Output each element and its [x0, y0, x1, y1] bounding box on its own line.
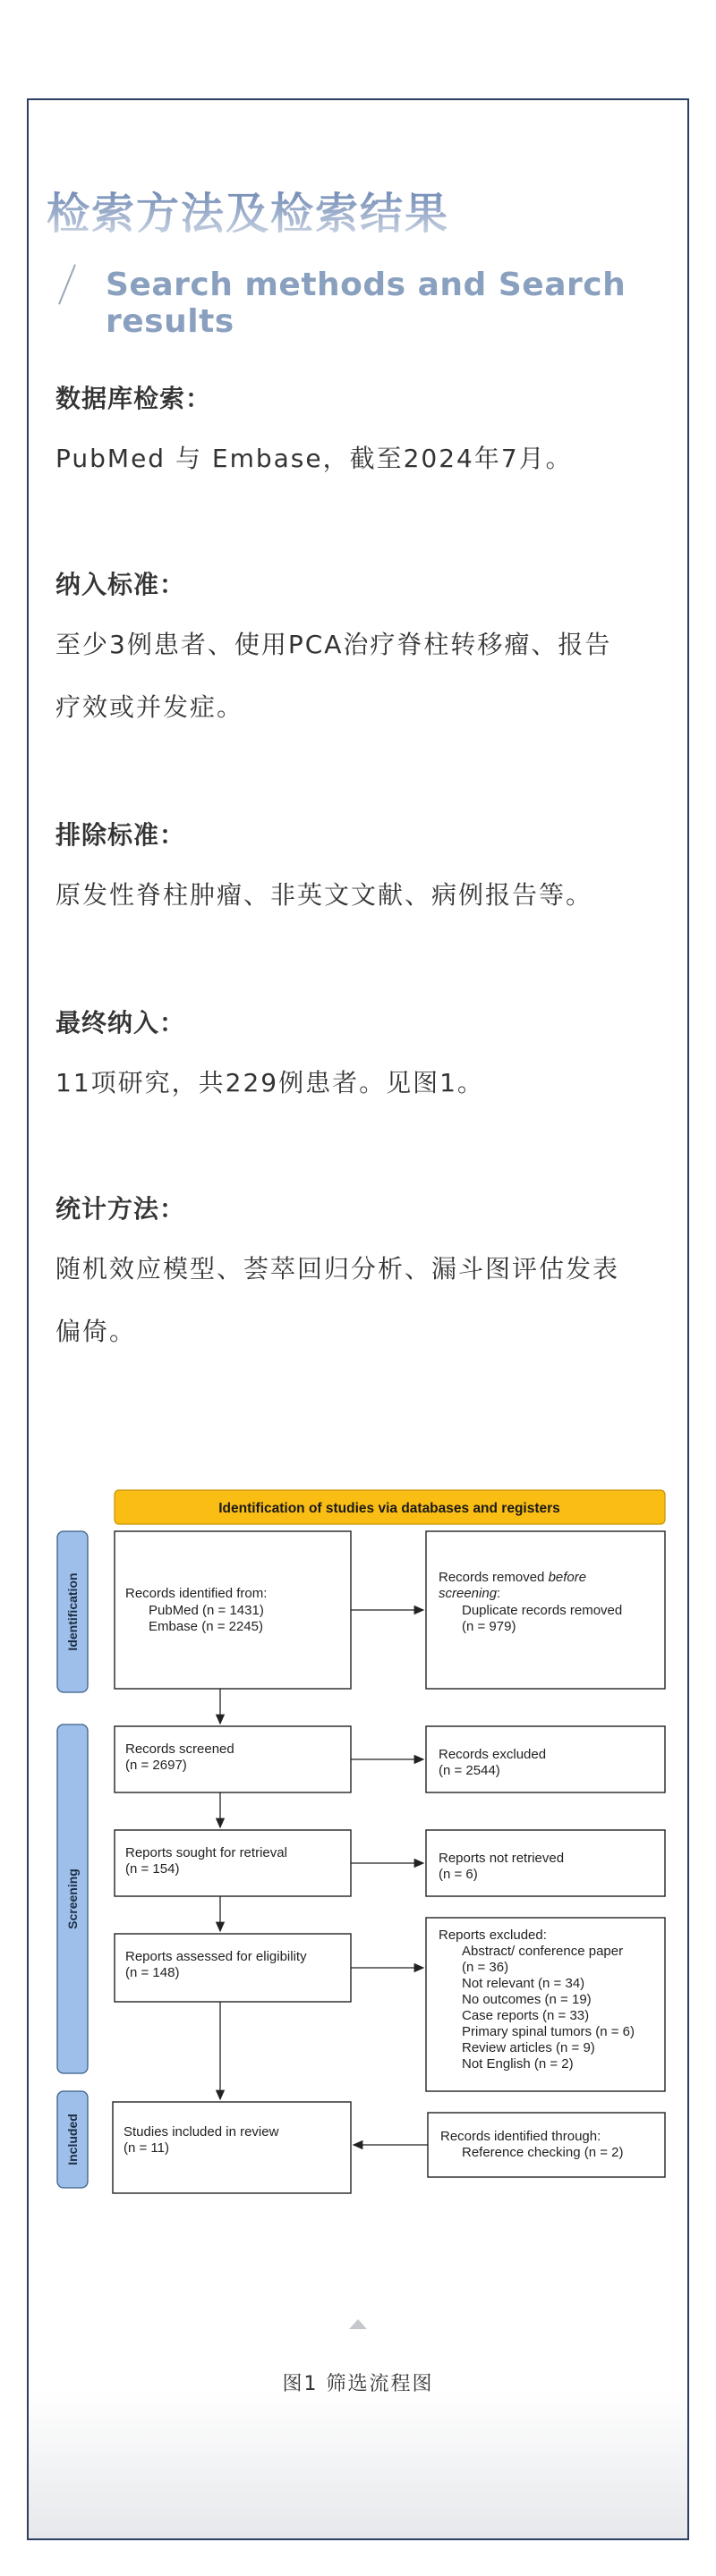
- phase-identification-label: Identification: [65, 1572, 80, 1651]
- section-heading: 纳入标准：: [55, 570, 186, 599]
- box-records-excluded-text: Records excluded (n = 2544): [439, 1747, 547, 1778]
- box-records-screened-text: Records screened (n = 2697): [125, 1741, 234, 1773]
- box-reports-sought-text: Reports sought for retrieval (n = 154): [125, 1845, 287, 1877]
- figure-caption: 图1 筛选流程图: [282, 2373, 434, 2395]
- box-reports-excluded-text: Reports excluded: Abstract/ conference paper (n = 36) Not relevant (n = 34) No outcomes (n = 19) Case reports (n = 33) Primary spinal tumors (n = 6) Review articles (n = 9) Not English (n = 2): [439, 1928, 635, 2072]
- section-heading: 最终纳入：: [55, 1008, 186, 1038]
- section-heading: 排除标准：: [55, 820, 186, 850]
- section-body: 至少3例患者、使用PCA治疗脊柱转移瘤、报告 疗效或并发症。: [55, 630, 612, 722]
- box-studies-included-text: Studies included in review (n = 11): [124, 2124, 279, 2156]
- box-reports-assessed-text: Reports assessed for eligibility (n = 148): [125, 1949, 307, 1980]
- phase-included-label: Included: [65, 2114, 80, 2165]
- flowchart-banner-text: Identification of studies via databases and registers: [218, 1501, 560, 1516]
- section-heading: 统计方法：: [55, 1194, 186, 1224]
- section-body: 原发性脊柱肿瘤、非英文文献、病例报告等。: [55, 880, 593, 910]
- box-records-removed-text: Records removed before screening: Duplicate records removed (n = 979): [439, 1570, 623, 1634]
- box-reports-not-retrieved-text: Reports not retrieved (n = 6): [439, 1851, 565, 1882]
- page-subtitle-en: Search methods and Search results: [106, 267, 626, 340]
- section-body: 11项研究，共229例患者。见图1。: [55, 1068, 484, 1097]
- page-title: 检索方法及检索结果: [47, 179, 449, 241]
- box-records-identified-text: Records identified from: PubMed (n = 1431) Embase (n = 2245): [125, 1586, 268, 1634]
- section-body: PubMed 与 Embase，截至2024年7月。: [55, 444, 573, 473]
- phase-screening-label: Screening: [65, 1868, 80, 1929]
- section-body: 随机效应模型、荟萃回归分析、漏斗图评估发表 偏倚。: [55, 1254, 620, 1346]
- box-other-source-text: Records identified through: Reference checking (n = 2): [440, 2129, 624, 2160]
- section-heading: 数据库检索：: [55, 384, 212, 413]
- caption-triangle-icon: [349, 2319, 367, 2329]
